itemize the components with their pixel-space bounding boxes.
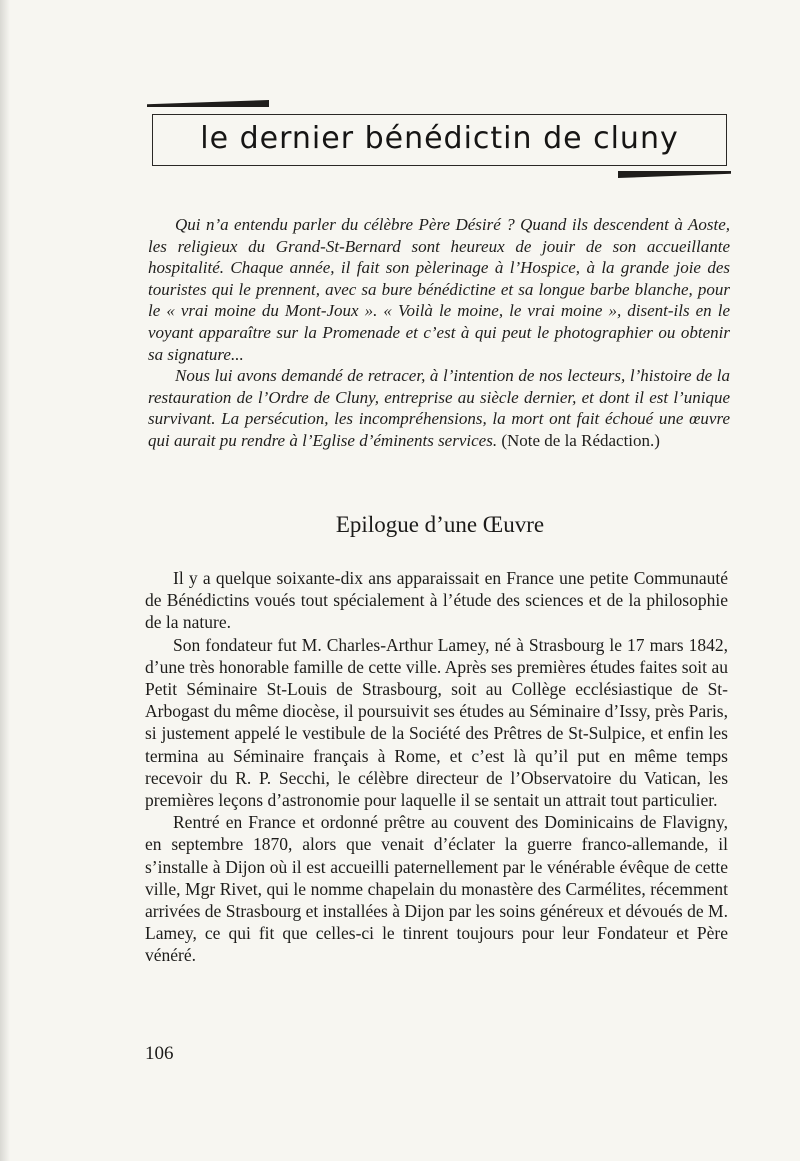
page-edge-shadow [0, 0, 10, 1161]
title-decorative-bar-top [147, 100, 269, 107]
note-paragraph [148, 365, 730, 451]
note-paragraph: Qui n’a entendu parler du célèbre Père Désiré ? Quand ils descendent à Aoste, les religieux du Grand-St-Bernard sont heureux de jouir de son accueillante hospitalité. Chaque année, il fait son pèlerinage à l’Hospice, à la grande joie des touristes qui le prennent, avec sa bure bénédictine et sa longue barbe blanche, pour le « vrai moine du Mont-Joux ». « Voilà le moine, le vrai moine », disent-ils en le voyant apparaître sur la Promenade et c’est à qui peut le photographier ou obtenir sa signature... [148, 215, 730, 364]
page-title: le dernier bénédictin de cluny [200, 121, 679, 156]
title-frame [152, 114, 727, 166]
article-body [145, 567, 728, 967]
editorial-note [148, 214, 730, 452]
editor-note-signature: (Note de la Rédaction.) [501, 430, 660, 450]
section-heading: Epilogue d’une Œuvre [335, 512, 545, 537]
page-number: 106 [145, 1043, 174, 1064]
body-paragraph: Son fondateur fut M. Charles-Arthur Lamey, né à Strasbourg le 17 mars 1842, d’une très honorable famille de cette ville. Après ses premières études faites soit au Petit Séminaire St-Louis de Strasbourg, soit au Collège ecclésiastique de St-Arbogast du même diocèse, il poursuivit ses études au Séminaire d’Issy, près Paris, si justement appelé le vestibule de la Société des Prêtres de St-Sulpice, et enfin les termina au Séminaire français à Rome, et c’est là qu’il put en même temps recevoir du R. P. Secchi, le célèbre directeur de l’Observatoire du Vatican, les premières leçons d’astronomie pour laquelle il se sentait un attrait tout particulier. [145, 634, 728, 811]
body-paragraph: Rentré en France et ordonné prêtre au couvent des Dominicains de Flavigny, en septembre 1870, alors que venait d’éclater la guerre franco-allemande, il s’installe à Dijon où il est accueilli paternellement par le vénérable évêque de cette ville, Mgr Rivet, qui le nomme chapelain du monastère des Carmélites, récemment arrivées de Strasbourg et installées à Dijon par les soins généreux et dévoués de M. Lamey, ce qui fit que celles-ci le tinrent toujours pour leur Fondateur et Père vénéré. [145, 812, 728, 966]
title-decorative-bar-bottom [618, 171, 731, 178]
note-paragraph-text: Nous lui avons demandé de retracer, à l’intention de nos lecteurs, l’histoire de la restauration de l’Ordre de Cluny, entreprise au siècle dernier, et dont il est l’unique survivant. La persécution, les incompréhensions, la mort ont fait échoué une œuvre qui aurait pu rendre à l’Eglise d’éminents services. [148, 366, 730, 450]
body-paragraph: Il y a quelque soixante-dix ans apparaissait en France une petite Communauté de Bénédictins voués tout spécialement à l’étude des sciences et de la philosophie de la nature. [145, 568, 728, 633]
